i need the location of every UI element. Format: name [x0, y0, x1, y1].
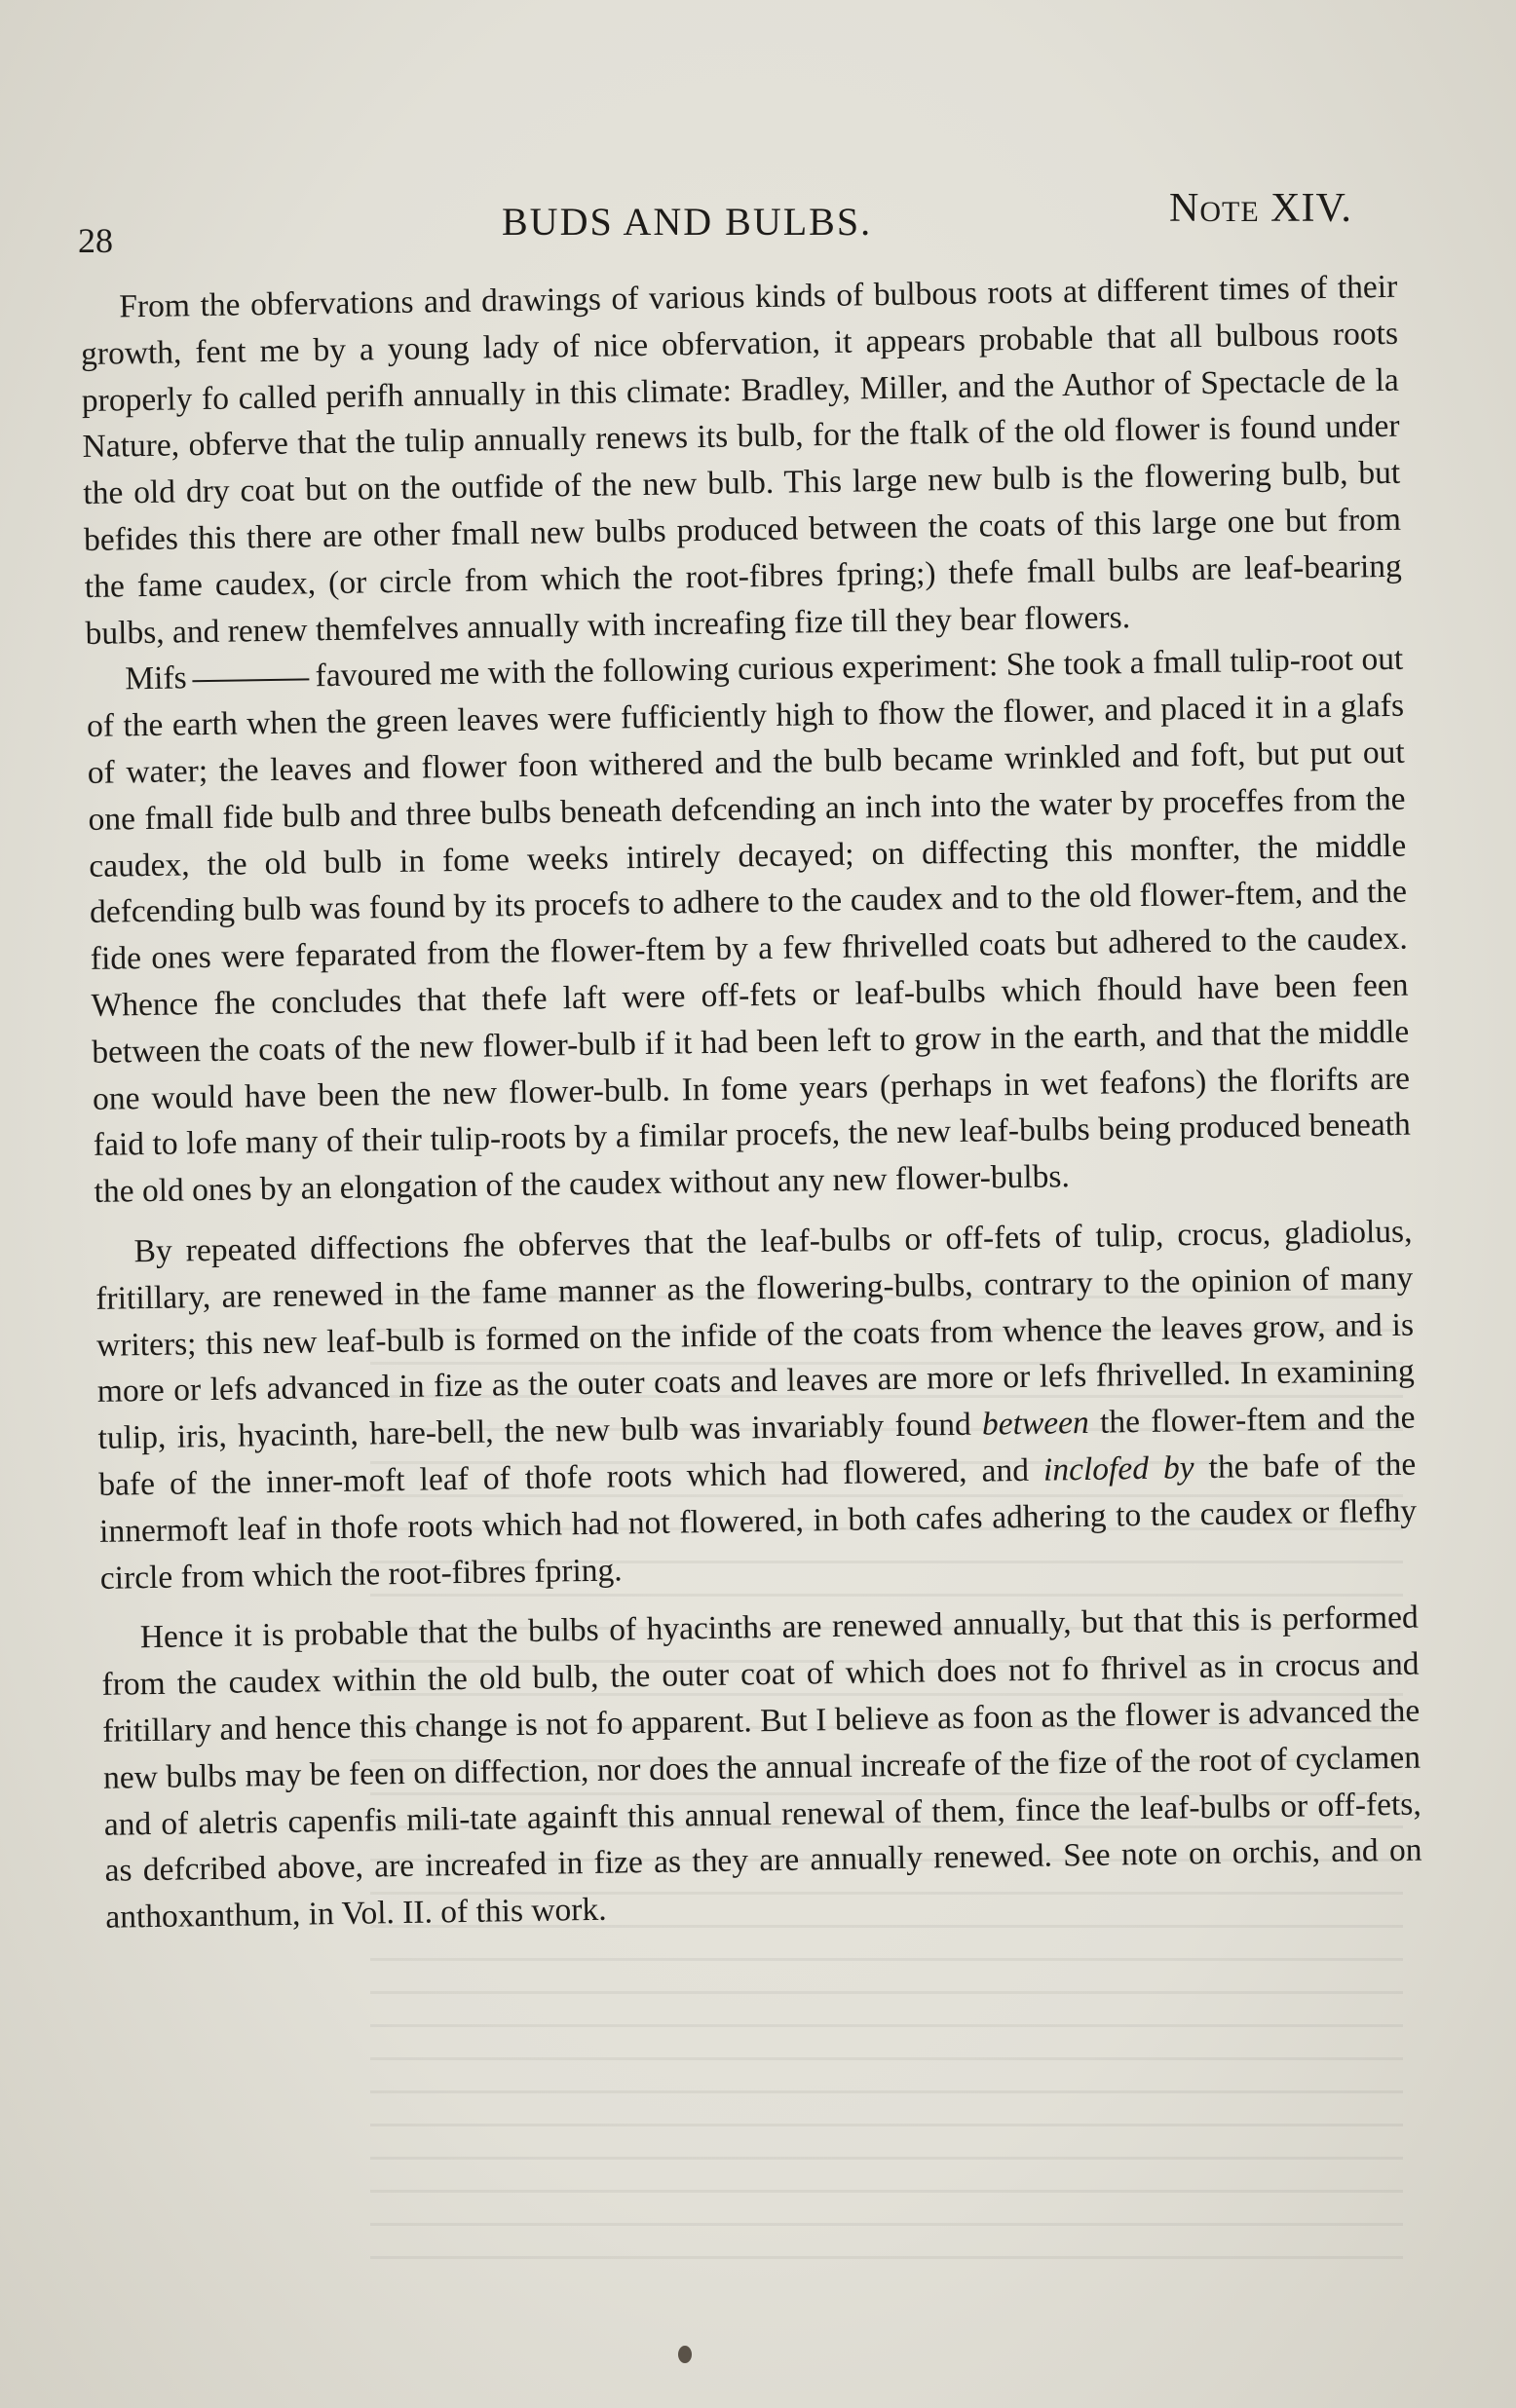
page-header	[78, 181, 1393, 260]
name-omission-dash	[193, 678, 310, 682]
paragraph-3-text-c: the bafe of the innermoft leaf in thofe roots which had not flowered, in both cafes adhering to the caudex or flefhy circle from which the root-fibres fpring.	[98, 1446, 1418, 1597]
note-word-rest: OTE	[1199, 196, 1260, 228]
paragraph-3	[95, 1209, 1418, 1602]
paragraph-2-prefix: Mifs	[125, 659, 187, 697]
page-number: 28	[78, 221, 113, 260]
note-word-first: N	[1169, 186, 1200, 231]
note-numeral: XIV.	[1270, 186, 1352, 231]
ink-spot	[678, 2346, 692, 2363]
paragraph-3-italic-a: between	[981, 1405, 1090, 1443]
paragraph-4: Hence it is probable that the bulbs of hyacinths are renewed annually, but that this is performed from the caudex within the old bulb, the outer coat of which does not fo fhrivel as in crocus and fritillary and hence this change is not fo apparent. But I believe as foon as the flower is advanced the new bulbs may be feen on diffection, nor does the annual increafe of the fize of the root of cyclamen and of aletris capenfis mili-tate againft this annual renewal of them, fince the leaf-bulbs or off-fets, as defcribed above, are increafed in fize as they are annually renewed. See note on orchis, and on anthoxanthum, in Vol. II. of this work.	[101, 1599, 1422, 1936]
paragraph-3-text-a: By repeated diffections fhe obferves that the leaf-bulbs or off-fets of tulip, crocus, gladiolus, fritillary, are renewed in the fame manner as the flowering-bulbs, contrary to the opinion of many writers; this new leaf-bulb is formed on the infide of the coats from whence the leaves grow, and is more or lefs advanced in fize as the outer coats and leaves are more or lefs fhrivelled. In examining tulip, iris, hyacinth, hare-bell, the new bulb was invariably found	[95, 1213, 1415, 1456]
paragraph-3-text-b: the flower-ftem and the bafe of the inner-moft leaf of thofe roots which had flowered, and	[98, 1399, 1416, 1503]
paragraph-2	[86, 636, 1412, 1216]
running-title: BUDS AND BULBS.	[502, 200, 873, 244]
body-text	[80, 264, 1423, 1941]
paragraph-3-italic-b: inclofed by	[1042, 1449, 1194, 1488]
paragraph-2-text: favoured me with the following curious experiment: She took a fmall tulip-root out of the earth when the green leaves were fufficiently high to fhow the flower, and placed it in a glafs of water; the leaves and flower foon withered and the bulb became wrinkled and foft, but put out one fmall fide bulb and three bulbs beneath defcending an inch into the water by proceffes from the caudex, the old bulb in fome weeks intirely decayed; on diffecting this monfter, the middle defcending bulb was found by its procefs to adhere to the caudex and to the old flower-ftem, and the fide ones were feparated from the flower-ftem by a few fhrivelled coats but adhered to the caudex. Whence fhe concludes that thefe laft were off-fets or leaf-bulbs which fhould have been feen between the coats of the new flower-bulb if it had been left to grow in the earth, and that the middle one would have been the new flower-bulb. In fome years (perhaps in wet feafons) the florifts are faid to lofe many of their tulip-roots by a fimilar procefs, the new leaf-bulbs being produced beneath the old ones by an elongation of the caudex without any new flower-bulbs.	[86, 641, 1412, 1211]
note-label	[1169, 185, 1352, 232]
paragraph-1: From the obfervations and drawings of various kinds of bulbous roots at different times of their growth, fent me by a young lady of nice obfervation, it appears probable that all bulbous roots properly fo called perifh annually in this climate: Bradley, Miller, and the Author of Spectacle de la Nature, obferve that the tulip annually renews its bulb, for the ftalk of the old flower is found under the old dry coat but on the outfide of the new bulb. This large new bulb is the flowering bulb, but befides this there are other fmall new bulbs produced between the coats of this large one but from the fame caudex, (or circle from which the root-fibres fpring;) thefe fmall bulbs are leaf-bearing bulbs, and renew themfelves annually with increafing fize till they bear flowers.	[80, 268, 1402, 652]
